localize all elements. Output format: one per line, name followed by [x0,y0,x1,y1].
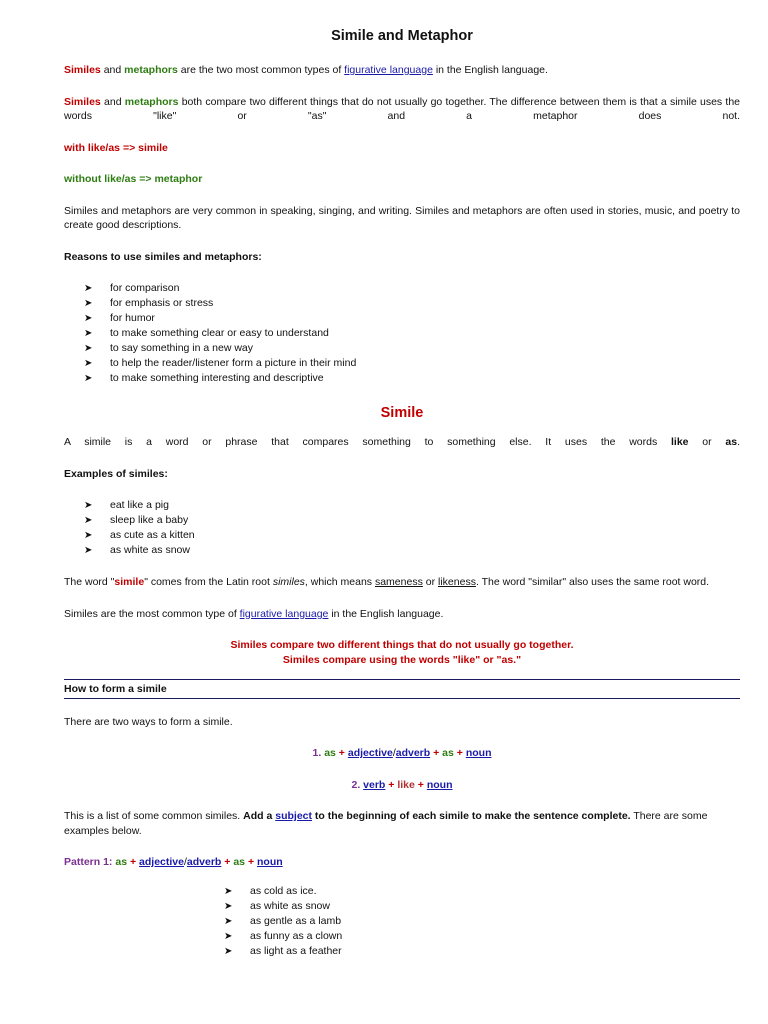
adverb-link[interactable]: adverb [395,747,431,759]
subject-link[interactable]: subject [275,810,312,822]
page-title: Simile and Metaphor [331,28,473,44]
examples-list [64,498,740,558]
arrow-bullet-icon: ➤ [84,545,93,556]
list-item: ➤ to make something clear or easy to understand [84,327,329,339]
examples-heading: Examples of similes: [64,467,168,480]
arrow-bullet-icon: ➤ [224,915,233,927]
figurative-language-link[interactable]: figurative language [239,607,329,620]
compare-paragraph: Similes and metaphors both compare two different things that do not usually go together. The difference between them is that a simile uses the words "like" or "as" and a metaphor does not. [64,95,741,122]
formula-1: 1. as + adjective/adverb + as + noun [312,747,492,759]
noun-link[interactable]: noun [465,747,492,759]
arrow-bullet-icon: ➤ [224,885,233,897]
common-paragraph: Similes and metaphors are very common in speaking, singing, and writing. Similes and metaphors are often used in stories, music, and poetry to create good descriptions. [64,204,740,231]
simile-definition: A simile is a word or phrase that compares something to something else. It uses the words like or as. [64,436,741,448]
list-item: ➤ as white as snow [84,544,190,556]
list-item: ➤ for comparison [84,282,180,294]
list-item: ➤ to say something in a new way [84,342,253,354]
list-item: ➤ for emphasis or stress [84,297,214,309]
list-item: ➤ eat like a pig [84,499,169,511]
noun-link[interactable]: noun [426,778,453,791]
arrow-bullet-icon: ➤ [84,283,93,294]
list-item: ➤ to help the reader/listener form a picture in their mind [84,357,357,369]
list-item: ➤ as light as a feather [224,944,342,957]
figurative-language-link[interactable]: figurative language [344,64,433,76]
arrow-bullet-icon: ➤ [84,500,93,511]
list-item: ➤ for humor [84,312,155,324]
list-item: ➤ as white as snow [224,899,330,912]
arrow-bullet-icon: ➤ [84,313,93,324]
metaphors-word: metaphors [124,64,178,76]
arrow-bullet-icon: ➤ [84,358,93,369]
rule-metaphor: without like/as => metaphor [64,173,203,185]
list-item: ➤ as funny as a clown [224,929,343,942]
arrow-bullet-icon: ➤ [84,328,93,339]
arrow-bullet-icon: ➤ [224,930,233,942]
list-item: ➤ sleep like a baby [84,514,189,526]
arrow-bullet-icon: ➤ [84,515,93,526]
arrow-bullet-icon: ➤ [224,900,233,912]
list-item: ➤ as cute as a kitten [84,529,195,541]
arrow-bullet-icon: ➤ [84,343,93,354]
list-item: ➤ as cold as ice. [224,884,317,897]
reasons-heading: Reasons to use similes and metaphors: [64,250,262,263]
formula-2: 2. verb + like + noun [351,778,453,791]
similes-word: Similes [64,64,101,76]
arrow-bullet-icon: ➤ [84,530,93,541]
intro-paragraph: Similes and metaphors are the two most common types of figurative language in the English language. [64,64,548,76]
origin-paragraph: The word "simile" comes from the Latin root similes, which means sameness or likeness. The word "similar" also uses the same root word. [64,576,710,588]
simile-heading: Simile [380,405,424,421]
adverb-link[interactable]: adverb [186,856,222,868]
adjective-link[interactable]: adjective [347,747,393,759]
list-item: ➤ as gentle as a lamb [224,914,342,927]
adjective-link[interactable]: adjective [139,856,184,868]
pattern-1-examples [64,884,740,959]
two-ways-text: There are two ways to form a simile. [64,715,233,728]
verb-link[interactable]: verb [363,778,386,791]
arrow-bullet-icon: ➤ [84,298,93,309]
noun-link[interactable]: noun [257,856,283,868]
list-intro-paragraph: This is a list of some common similes. Add a subject to the beginning of each simile to make the sentence complete. There are some examples below. [64,810,708,837]
pattern-1-label: Pattern 1: as + adjective/adverb + as + noun [64,856,283,868]
document-page [64,26,740,959]
highlight-block: Similes compare two different things that do not usually go together. Similes compare using the words "like" or "as." [230,639,574,666]
form-heading: How to form a simile [64,679,740,699]
arrow-bullet-icon: ➤ [224,945,233,957]
list-item: ➤ to make something interesting and descriptive [84,372,324,384]
reasons-list [64,281,740,386]
rule-simile: with like/as => simile [64,141,168,154]
arrow-bullet-icon: ➤ [84,373,93,384]
common-type-paragraph: Similes are the most common type of figurative language in the English language. [64,607,444,620]
